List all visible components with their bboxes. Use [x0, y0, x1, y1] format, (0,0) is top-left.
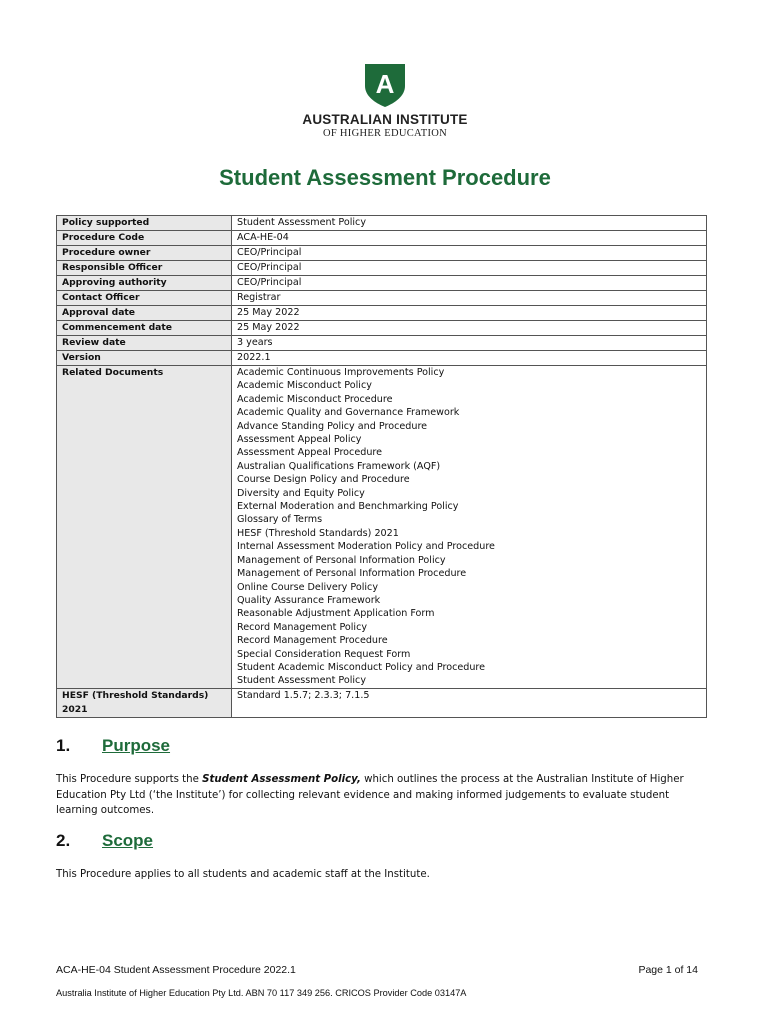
info-value: CEO/Principal	[232, 246, 707, 261]
related-document-item: Diversity and Equity Policy	[237, 487, 365, 499]
info-row	[57, 351, 707, 366]
purpose-text-after: which outlines the process at the Australian Institute of Higher Education Pty Ltd (‘the Institute’) for collecting relevant evidence and making informed judgements to evaluate student learning outcomes.	[56, 774, 684, 816]
info-label: Approval date	[57, 306, 232, 321]
info-value: CEO/Principal	[232, 276, 707, 291]
related-document-item: Academic Misconduct Policy	[237, 380, 372, 392]
info-label: Version	[57, 351, 232, 366]
footer-doc-ref: ACA-HE-04 Student Assessment Procedure 2022.1	[56, 964, 296, 976]
related-document-item: Quality Assurance Framework	[237, 594, 381, 606]
info-row	[57, 231, 707, 246]
related-document-item: Academic Quality and Governance Framework	[237, 407, 460, 419]
related-document-item: Assessment Appeal Procedure	[237, 447, 383, 459]
related-document-item: Student Academic Misconduct Policy and Procedure	[237, 661, 486, 673]
info-value: 3 years	[232, 336, 707, 351]
related-document-item: Australian Qualifications Framework (AQF)	[237, 460, 441, 472]
footer-company-info: Australia Institute of Higher Education Pty Ltd. ABN 70 117 349 256. CRICOS Provider Code 03147A	[56, 988, 467, 998]
related-document-item: Management of Personal Information Policy	[237, 554, 446, 566]
related-document-item: Academic Misconduct Procedure	[237, 393, 393, 405]
related-documents-row	[57, 366, 707, 689]
info-value: Registrar	[232, 291, 707, 306]
info-row	[57, 336, 707, 351]
purpose-paragraph	[56, 772, 711, 819]
info-value: CEO/Principal	[232, 261, 707, 276]
info-label: Policy supported	[57, 216, 232, 231]
section-heading-scope	[56, 831, 153, 851]
related-document-item: External Moderation and Benchmarking Policy	[237, 501, 459, 513]
info-label: Related Documents	[57, 366, 232, 689]
logo-letter: A	[375, 69, 395, 99]
footer-line	[56, 964, 698, 976]
related-document-item: Reasonable Adjustment Application Form	[237, 608, 435, 620]
document-title: Student Assessment Procedure	[219, 165, 551, 190]
related-document-item: Advance Standing Policy and Procedure	[237, 420, 428, 432]
section-number: 2.	[56, 831, 71, 850]
info-label: HESF (Threshold Standards) 2021	[57, 689, 232, 718]
info-row	[57, 276, 707, 291]
related-document-item: Special Consideration Request Form	[237, 648, 411, 660]
info-label: Commencement date	[57, 321, 232, 336]
related-document-item: Online Course Delivery Policy	[237, 581, 379, 593]
related-document-item: Record Management Policy	[237, 621, 368, 633]
related-document-item: Record Management Procedure	[237, 635, 388, 647]
related-document-item: Academic Continuous Improvements Policy	[237, 367, 445, 378]
info-label: Review date	[57, 336, 232, 351]
info-value: Standard 1.5.7; 2.3.3; 7.1.5	[232, 689, 707, 718]
related-document-item: Management of Personal Information Procedure	[237, 568, 467, 580]
info-value: 25 May 2022	[232, 306, 707, 321]
related-document-item: Assessment Appeal Policy	[237, 434, 362, 446]
related-document-item: Student Assessment Policy	[237, 675, 367, 687]
institute-logo	[0, 62, 770, 139]
info-row	[57, 306, 707, 321]
related-document-item: Course Design Policy and Procedure	[237, 474, 410, 486]
section-title: Scope	[102, 831, 154, 850]
info-row	[57, 291, 707, 306]
info-label: Approving authority	[57, 276, 232, 291]
info-value: 25 May 2022	[232, 321, 707, 336]
procedure-info-table	[56, 215, 707, 718]
info-value: 2022.1	[232, 351, 707, 366]
hesf-row	[57, 689, 707, 718]
section-heading-purpose	[56, 736, 170, 756]
info-label: Procedure owner	[57, 246, 232, 261]
shield-logo-icon	[362, 62, 408, 108]
org-subname: OF HIGHER EDUCATION	[322, 128, 448, 139]
related-document-item: Glossary of Terms	[237, 514, 323, 526]
footer-page-number: Page 1 of 14	[638, 964, 698, 976]
info-label: Responsible Officer	[57, 261, 232, 276]
info-row	[57, 246, 707, 261]
purpose-text-before: This Procedure supports the	[56, 774, 203, 785]
related-document-item: HESF (Threshold Standards) 2021	[237, 527, 399, 539]
related-document-item: Internal Assessment Moderation Policy and Procedure	[237, 541, 495, 553]
info-row	[57, 321, 707, 336]
info-value: Student Assessment Policy	[232, 216, 707, 231]
info-table-body	[57, 216, 707, 718]
section-title: Purpose	[102, 736, 171, 755]
scope-paragraph: This Procedure applies to all students and academic staff at the Institute.	[56, 869, 430, 880]
org-name: AUSTRALIAN INSTITUTE	[302, 112, 468, 127]
info-label: Contact Officer	[57, 291, 232, 306]
info-row	[57, 216, 707, 231]
info-row	[57, 261, 707, 276]
related-documents-list	[232, 366, 707, 689]
purpose-policy-name: Student Assessment Policy,	[202, 774, 361, 785]
info-label: Procedure Code	[57, 231, 232, 246]
info-value: ACA-HE-04	[232, 231, 707, 246]
section-number: 1.	[56, 736, 71, 755]
